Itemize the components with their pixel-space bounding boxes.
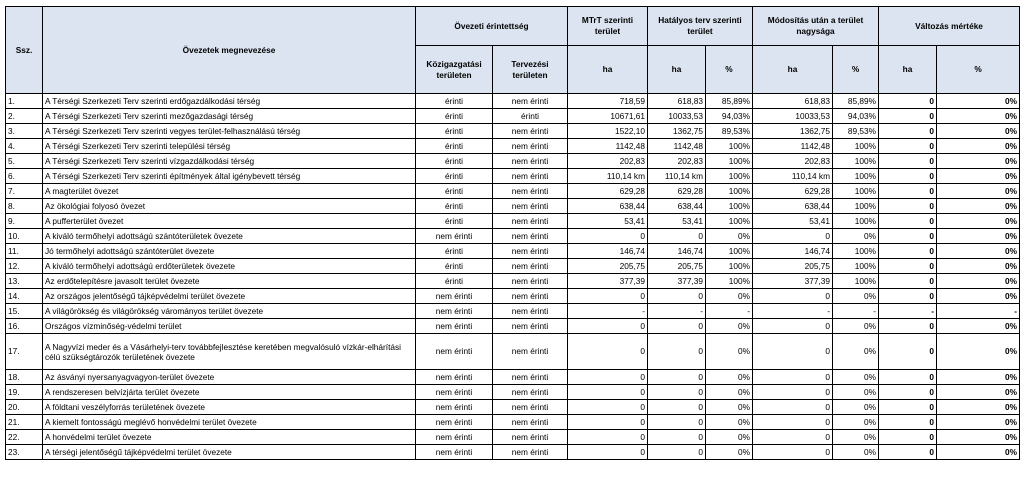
table-row [6,415,1020,430]
col-header-ovezeti: Övezeti érintettség [416,7,568,46]
cell-hat-ha: 0 [648,400,706,415]
cell-mod-pct: 100% [833,184,879,199]
cell-valt-ha: 0 [879,445,937,460]
cell-mtrt-ha: 202,83 [568,154,648,169]
table-row [6,289,1020,304]
cell-hat-pct: 100% [706,214,753,229]
cell-mod-ha: 0 [753,385,833,400]
unit-mtrt-ha: ha [568,46,648,94]
cell-valt-ha: 0 [879,199,937,214]
cell-hat-pct: 100% [706,274,753,289]
cell-mod-pct: 100% [833,244,879,259]
cell-hat-ha: 110,14 km [648,169,706,184]
cell-hat-ha: 10033,53 [648,109,706,124]
cell-valt-pct: - [937,304,1020,319]
table-row [6,109,1020,124]
cell-mod-ha: 146,74 [753,244,833,259]
cell-mod-ha: 0 [753,430,833,445]
cell-mtrt-ha: 0 [568,289,648,304]
table-row [6,94,1020,109]
cell-hat-pct: 100% [706,244,753,259]
cell-mod-pct: 100% [833,274,879,289]
cell-mod-pct: 100% [833,199,879,214]
cell-kozig: nem érinti [416,334,493,370]
cell-mod-ha: 1362,75 [753,124,833,139]
cell-kozig: érinti [416,109,493,124]
cell-hat-ha: 618,83 [648,94,706,109]
cell-valt-pct: 0% [937,94,1020,109]
col-header-kozig: Közigazgatási területen [416,46,493,94]
cell-valt-ha: 0 [879,334,937,370]
cell-ssz: 8. [6,199,43,214]
cell-hat-ha: 0 [648,289,706,304]
cell-zone-name: Az ökológiai folyosó övezet [43,199,416,214]
cell-ssz: 21. [6,415,43,430]
cell-mod-pct: 100% [833,154,879,169]
cell-mtrt-ha: 0 [568,319,648,334]
cell-mtrt-ha: 10671,61 [568,109,648,124]
cell-valt-ha: 0 [879,259,937,274]
cell-valt-ha: 0 [879,370,937,385]
cell-zone-name: Az erdőtelepítésre javasolt terület övezete [43,274,416,289]
cell-hat-pct: 100% [706,169,753,184]
cell-hat-ha: 0 [648,319,706,334]
cell-kozig: érinti [416,184,493,199]
cell-tervezesi: nem érinti [493,274,568,289]
col-header-valtozas: Változás mértéke [879,7,1020,46]
cell-valt-ha: 0 [879,169,937,184]
cell-mtrt-ha: 53,41 [568,214,648,229]
cell-hat-ha: 638,44 [648,199,706,214]
cell-hat-pct: 100% [706,199,753,214]
cell-valt-ha: 0 [879,400,937,415]
cell-hat-pct: 94,03% [706,109,753,124]
cell-valt-pct: 0% [937,319,1020,334]
cell-valt-ha: 0 [879,289,937,304]
cell-valt-pct: 0% [937,289,1020,304]
cell-kozig: érinti [416,199,493,214]
cell-valt-pct: 0% [937,259,1020,274]
cell-hat-ha: 0 [648,385,706,400]
cell-mtrt-ha: 0 [568,370,648,385]
cell-ssz: 10. [6,229,43,244]
cell-valt-ha: 0 [879,124,937,139]
cell-mod-pct: 0% [833,319,879,334]
cell-ssz: 4. [6,139,43,154]
cell-zone-name: A kiváló termőhelyi adottságú szántóterületek övezete [43,229,416,244]
cell-valt-pct: 0% [937,415,1020,430]
cell-mod-pct: 85,89% [833,94,879,109]
cell-mtrt-ha: 0 [568,400,648,415]
cell-kozig: nem érinti [416,385,493,400]
zone-table-wrapper [5,6,1020,460]
table-body [6,94,1020,460]
cell-tervezesi: nem érinti [493,319,568,334]
table-row [6,319,1020,334]
cell-valt-pct: 0% [937,445,1020,460]
cell-mtrt-ha: 629,28 [568,184,648,199]
cell-hat-ha: 205,75 [648,259,706,274]
cell-valt-ha: 0 [879,94,937,109]
cell-zone-name: Az országos jelentőségű tájképvédelmi terület övezete [43,289,416,304]
table-row [6,169,1020,184]
cell-ssz: 14. [6,289,43,304]
cell-hat-pct: 100% [706,259,753,274]
cell-kozig: nem érinti [416,415,493,430]
cell-tervezesi: érinti [493,109,568,124]
cell-mod-pct: 0% [833,445,879,460]
cell-hat-ha: 377,39 [648,274,706,289]
cell-tervezesi: nem érinti [493,400,568,415]
cell-valt-pct: 0% [937,229,1020,244]
cell-ssz: 3. [6,124,43,139]
cell-mod-pct: - [833,304,879,319]
cell-mod-pct: 0% [833,385,879,400]
cell-hat-pct: 0% [706,400,753,415]
cell-valt-ha: 0 [879,154,937,169]
cell-zone-name: A Nagyvízi meder és a Vásárhelyi-terv továbbfejlesztése keretében megvalósuló vízkár-elhárítási célú szükségtározók területének övezete [43,334,416,370]
cell-ssz: 16. [6,319,43,334]
cell-mtrt-ha: 0 [568,229,648,244]
cell-valt-pct: 0% [937,430,1020,445]
cell-kozig: érinti [416,139,493,154]
cell-tervezesi: nem érinti [493,184,568,199]
cell-hat-pct: 0% [706,430,753,445]
cell-hat-pct: 0% [706,370,753,385]
cell-tervezesi: nem érinti [493,370,568,385]
cell-valt-ha: 0 [879,385,937,400]
cell-mod-ha: 10033,53 [753,109,833,124]
table-row [6,304,1020,319]
cell-hat-ha: 0 [648,334,706,370]
cell-hat-pct: 0% [706,385,753,400]
cell-zone-name: A magterület övezet [43,184,416,199]
cell-mtrt-ha: 1142,48 [568,139,648,154]
cell-hat-ha: 0 [648,445,706,460]
cell-valt-pct: 0% [937,169,1020,184]
table-header [6,7,1020,94]
cell-valt-pct: 0% [937,244,1020,259]
cell-mod-pct: 94,03% [833,109,879,124]
cell-zone-name: A kiváló termőhelyi adottságú erdőterületek övezete [43,259,416,274]
col-header-mtrt: MTrT szerinti terület [568,7,648,46]
cell-hat-ha: 629,28 [648,184,706,199]
table-row [6,259,1020,274]
cell-zone-name: Az ásványi nyersanyagvagyon-terület övezete [43,370,416,385]
cell-tervezesi: nem érinti [493,334,568,370]
cell-hat-ha: 0 [648,430,706,445]
cell-zone-name: Országos vízminőség-védelmi terület [43,319,416,334]
cell-kozig: érinti [416,274,493,289]
cell-mod-ha: 0 [753,415,833,430]
table-row [6,430,1020,445]
table-row [6,184,1020,199]
cell-valt-pct: 0% [937,385,1020,400]
table-row [6,445,1020,460]
cell-mod-ha: 0 [753,289,833,304]
cell-mtrt-ha: 205,75 [568,259,648,274]
cell-mod-ha: 1142,48 [753,139,833,154]
cell-valt-pct: 0% [937,139,1020,154]
cell-hat-pct: 100% [706,184,753,199]
cell-ssz: 17. [6,334,43,370]
cell-valt-ha: 0 [879,184,937,199]
cell-mod-pct: 0% [833,289,879,304]
cell-zone-name: A kiemelt fontosságú meglévő honvédelmi terület övezete [43,415,416,430]
cell-mod-ha: 202,83 [753,154,833,169]
table-row [6,400,1020,415]
cell-valt-ha: 0 [879,415,937,430]
cell-zone-name: A Térségi Szerkezeti Terv szerinti vegyes terület-felhasználású térség [43,124,416,139]
cell-valt-pct: 0% [937,109,1020,124]
cell-mod-ha: 53,41 [753,214,833,229]
cell-kozig: érinti [416,244,493,259]
cell-hat-pct: 0% [706,229,753,244]
table-row [6,334,1020,370]
cell-mod-ha: 0 [753,370,833,385]
cell-zone-name: A térségi jelentőségű tájképvédelmi terület övezete [43,445,416,460]
cell-kozig: érinti [416,169,493,184]
cell-mod-ha: 0 [753,445,833,460]
cell-mod-pct: 0% [833,400,879,415]
cell-tervezesi: nem érinti [493,415,568,430]
cell-valt-ha: 0 [879,109,937,124]
cell-tervezesi: nem érinti [493,229,568,244]
cell-tervezesi: nem érinti [493,289,568,304]
col-header-hatalyos: Hatályos terv szerinti terület [648,7,753,46]
cell-valt-pct: 0% [937,214,1020,229]
cell-mod-pct: 0% [833,430,879,445]
cell-mtrt-ha: 718,59 [568,94,648,109]
unit-mod-ha: ha [753,46,833,94]
cell-ssz: 9. [6,214,43,229]
cell-tervezesi: nem érinti [493,430,568,445]
cell-hat-ha: 0 [648,229,706,244]
unit-valt-pct: % [937,46,1020,94]
cell-tervezesi: nem érinti [493,199,568,214]
cell-kozig: érinti [416,154,493,169]
cell-hat-pct: 100% [706,154,753,169]
cell-valt-ha: 0 [879,430,937,445]
cell-zone-name: A Térségi Szerkezeti Terv szerinti erdőgazdálkodási térség [43,94,416,109]
cell-zone-name: A pufferterület övezet [43,214,416,229]
table-row [6,199,1020,214]
cell-mod-ha: 0 [753,319,833,334]
cell-mtrt-ha: 377,39 [568,274,648,289]
cell-kozig: érinti [416,259,493,274]
cell-zone-name: A Térségi Szerkezeti Terv szerinti építmények által igénybevett térség [43,169,416,184]
cell-hat-ha: 1362,75 [648,124,706,139]
col-header-modositas: Módosítás után a terület nagysága [753,7,879,46]
cell-ssz: 22. [6,430,43,445]
cell-mtrt-ha: 1522,10 [568,124,648,139]
cell-mod-pct: 89,53% [833,124,879,139]
cell-hat-pct: 100% [706,139,753,154]
cell-mod-pct: 0% [833,370,879,385]
cell-kozig: nem érinti [416,229,493,244]
cell-valt-pct: 0% [937,334,1020,370]
cell-mod-ha: - [753,304,833,319]
cell-kozig: nem érinti [416,400,493,415]
cell-mtrt-ha: 146,74 [568,244,648,259]
cell-mod-ha: 110,14 km [753,169,833,184]
cell-valt-ha: 0 [879,139,937,154]
cell-valt-pct: 0% [937,199,1020,214]
table-row [6,214,1020,229]
cell-ssz: 20. [6,400,43,415]
cell-tervezesi: nem érinti [493,154,568,169]
cell-valt-ha: - [879,304,937,319]
cell-mod-pct: 0% [833,415,879,430]
table-row [6,229,1020,244]
cell-mod-ha: 205,75 [753,259,833,274]
cell-mtrt-ha: - [568,304,648,319]
cell-mod-pct: 100% [833,139,879,154]
cell-valt-ha: 0 [879,214,937,229]
cell-zone-name: A világörökség és világörökség várományos terület övezete [43,304,416,319]
cell-mtrt-ha: 110,14 km [568,169,648,184]
cell-tervezesi: nem érinti [493,124,568,139]
table-row [6,244,1020,259]
cell-valt-ha: 0 [879,319,937,334]
cell-valt-pct: 0% [937,274,1020,289]
cell-valt-pct: 0% [937,400,1020,415]
cell-hat-pct: 0% [706,289,753,304]
col-header-ssz: Ssz. [6,7,43,94]
cell-kozig: nem érinti [416,319,493,334]
cell-kozig: nem érinti [416,304,493,319]
cell-mod-ha: 0 [753,334,833,370]
cell-zone-name: A földtani veszélyforrás területének övezete [43,400,416,415]
col-header-name: Övezetek megnevezése [43,7,416,94]
cell-ssz: 6. [6,169,43,184]
cell-tervezesi: nem érinti [493,385,568,400]
cell-ssz: 7. [6,184,43,199]
cell-zone-name: A Térségi Szerkezeti Terv szerinti települési térség [43,139,416,154]
cell-ssz: 2. [6,109,43,124]
cell-hat-ha: 0 [648,370,706,385]
cell-tervezesi: nem érinti [493,169,568,184]
cell-hat-ha: - [648,304,706,319]
unit-mod-pct: % [833,46,879,94]
cell-hat-pct: 85,89% [706,94,753,109]
table-row [6,274,1020,289]
cell-ssz: 1. [6,94,43,109]
unit-hat-ha: ha [648,46,706,94]
cell-mod-pct: 100% [833,259,879,274]
cell-tervezesi: nem érinti [493,244,568,259]
table-row [6,124,1020,139]
cell-mtrt-ha: 0 [568,385,648,400]
cell-kozig: nem érinti [416,289,493,304]
cell-hat-pct: 0% [706,334,753,370]
cell-zone-name: A honvédelmi terület övezete [43,430,416,445]
table-row [6,370,1020,385]
cell-valt-pct: 0% [937,124,1020,139]
cell-hat-pct: 0% [706,319,753,334]
cell-mtrt-ha: 0 [568,430,648,445]
zone-table [5,6,1020,460]
cell-ssz: 19. [6,385,43,400]
cell-kozig: nem érinti [416,445,493,460]
cell-zone-name: A Térségi Szerkezeti Terv szerinti vízgazdálkodási térség [43,154,416,169]
cell-ssz: 11. [6,244,43,259]
cell-tervezesi: nem érinti [493,94,568,109]
cell-hat-ha: 146,74 [648,244,706,259]
cell-hat-ha: 1142,48 [648,139,706,154]
cell-zone-name: A rendszeresen belvízjárta terület övezete [43,385,416,400]
cell-zone-name: A Térségi Szerkezeti Terv szerinti mezőgazdasági térség [43,109,416,124]
cell-valt-ha: 0 [879,229,937,244]
cell-valt-ha: 0 [879,244,937,259]
cell-ssz: 15. [6,304,43,319]
cell-mod-ha: 618,83 [753,94,833,109]
cell-kozig: érinti [416,214,493,229]
cell-hat-ha: 0 [648,415,706,430]
cell-ssz: 18. [6,370,43,385]
cell-mod-pct: 100% [833,169,879,184]
cell-kozig: nem érinti [416,370,493,385]
cell-hat-pct: - [706,304,753,319]
cell-hat-pct: 0% [706,415,753,430]
cell-mod-ha: 629,28 [753,184,833,199]
cell-valt-ha: 0 [879,274,937,289]
cell-valt-pct: 0% [937,370,1020,385]
cell-mod-pct: 0% [833,334,879,370]
cell-mod-ha: 377,39 [753,274,833,289]
cell-hat-pct: 89,53% [706,124,753,139]
cell-mtrt-ha: 0 [568,445,648,460]
cell-hat-pct: 0% [706,445,753,460]
cell-kozig: érinti [416,94,493,109]
table-row [6,139,1020,154]
cell-mod-ha: 0 [753,229,833,244]
cell-mtrt-ha: 0 [568,415,648,430]
cell-valt-pct: 0% [937,154,1020,169]
cell-tervezesi: nem érinti [493,445,568,460]
cell-tervezesi: nem érinti [493,304,568,319]
cell-valt-pct: 0% [937,184,1020,199]
cell-kozig: nem érinti [416,430,493,445]
cell-tervezesi: nem érinti [493,139,568,154]
cell-mtrt-ha: 0 [568,334,648,370]
col-header-tervezesi: Tervezési területen [493,46,568,94]
cell-ssz: 13. [6,274,43,289]
table-row [6,385,1020,400]
cell-kozig: érinti [416,124,493,139]
unit-hat-pct: % [706,46,753,94]
cell-tervezesi: nem érinti [493,259,568,274]
cell-mod-pct: 0% [833,229,879,244]
cell-mod-ha: 0 [753,400,833,415]
cell-mod-pct: 100% [833,214,879,229]
unit-valt-ha: ha [879,46,937,94]
cell-ssz: 23. [6,445,43,460]
table-row [6,154,1020,169]
cell-mtrt-ha: 638,44 [568,199,648,214]
cell-mod-ha: 638,44 [753,199,833,214]
cell-hat-ha: 53,41 [648,214,706,229]
cell-ssz: 12. [6,259,43,274]
cell-ssz: 5. [6,154,43,169]
cell-zone-name: Jó termőhelyi adottságú szántóterület övezete [43,244,416,259]
cell-hat-ha: 202,83 [648,154,706,169]
cell-tervezesi: nem érinti [493,214,568,229]
